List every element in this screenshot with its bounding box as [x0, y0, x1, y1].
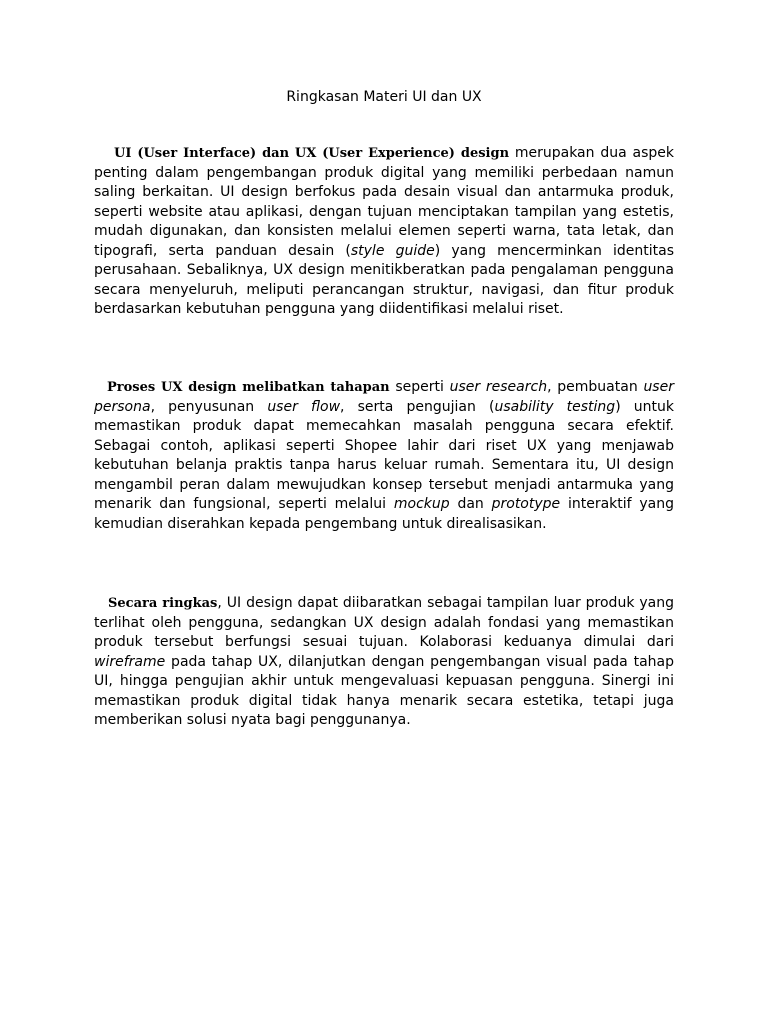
paragraph-text: pada tahap UX, dilanjutkan dengan pengembangan visual pada tahap UI, hingga pengujian akhir untuk mengevaluasi kepuasan pengguna. Sinergi ini memastikan produk digital tidak hanya menarik secara estetika, tetapi juga memberikan solusi nyata bagi penggunanya. — [94, 653, 674, 728]
paragraph-ui-ux-intro — [94, 144, 674, 320]
paragraph-summary — [94, 594, 674, 731]
paragraph-text: interaktif yang kemudian diserahkan kepada pengembang untuk direalisasikan. — [94, 496, 675, 532]
paragraph-italic-term: user flow — [267, 398, 341, 415]
paragraph-lead: Secara ringkas — [108, 596, 218, 611]
paragraph-italic-term: wireframe — [94, 653, 166, 670]
paragraph-italic-term: mockup — [393, 496, 450, 512]
paragraph-italic-term: user persona — [94, 379, 674, 415]
paragraph-text: , penyusunan — [150, 398, 268, 415]
paragraph-italic-term: prototype — [491, 496, 561, 512]
paragraph-text: , UI design dapat diibaratkan sebagai tampilan luar produk yang terlihat oleh pengguna, sedangkan UX design adalah fondasi yang memastikan produk tersebut berfungsi sesuai tujuan. Kolaborasi keduanya dimulai dari — [94, 595, 675, 650]
paragraph-lead: UI (User Interface) dan UX (User Experience) design — [114, 146, 510, 161]
paragraph-ux-process — [94, 378, 674, 534]
paragraph-italic-term: user research — [449, 379, 548, 395]
paragraph-text: merupakan dua aspek penting dalam pengembangan produk digital yang memiliki perbedaan namun saling berkaitan. UI design berfokus pada desain visual dan antarmuka produk, seperti website atau aplikasi, dengan tujuan menciptakan tampilan yang estetis, mudah digunakan, dan konsisten melalui elemen seperti warna, tata letak, dan tipografi, serta panduan desain ( — [94, 145, 674, 259]
paragraph-italic-term: style guide — [350, 242, 435, 259]
document-title: Ringkasan Materi UI dan UX — [286, 89, 482, 105]
paragraph-text: ) untuk memastikan produk dapat memecahkan masalah pengguna secara efektif. Sebagai contoh, aplikasi seperti Shopee lahir dari riset UX yang menjawab kebutuhan belanja praktis tanpa harus keluar rumah. Sementara itu, UI design mengambil peran dalam mewujudkan konsep tersebut menjadi antarmuka yang menarik dan fungsional, seperti melalui — [94, 398, 675, 512]
paragraph-text: , pembuatan — [547, 379, 644, 395]
paragraph-text: , serta pengujian ( — [340, 398, 495, 415]
paragraph-italic-term: usability testing — [494, 398, 616, 415]
paragraph-text: ) yang mencerminkan identitas perusahaan. Sebaliknya, UX design menitikberatkan pada pengalaman pengguna secara menyeluruh, meliputi perancangan struktur, navigasi, dan fitur produk berdasarkan kebutuhan pengguna yang diidentifikasi melalui riset. — [94, 242, 674, 317]
paragraph-text: dan — [449, 496, 492, 512]
paragraph-text: seperti — [389, 379, 450, 395]
paragraph-lead: Proses UX design melibatkan tahapan — [107, 380, 390, 395]
